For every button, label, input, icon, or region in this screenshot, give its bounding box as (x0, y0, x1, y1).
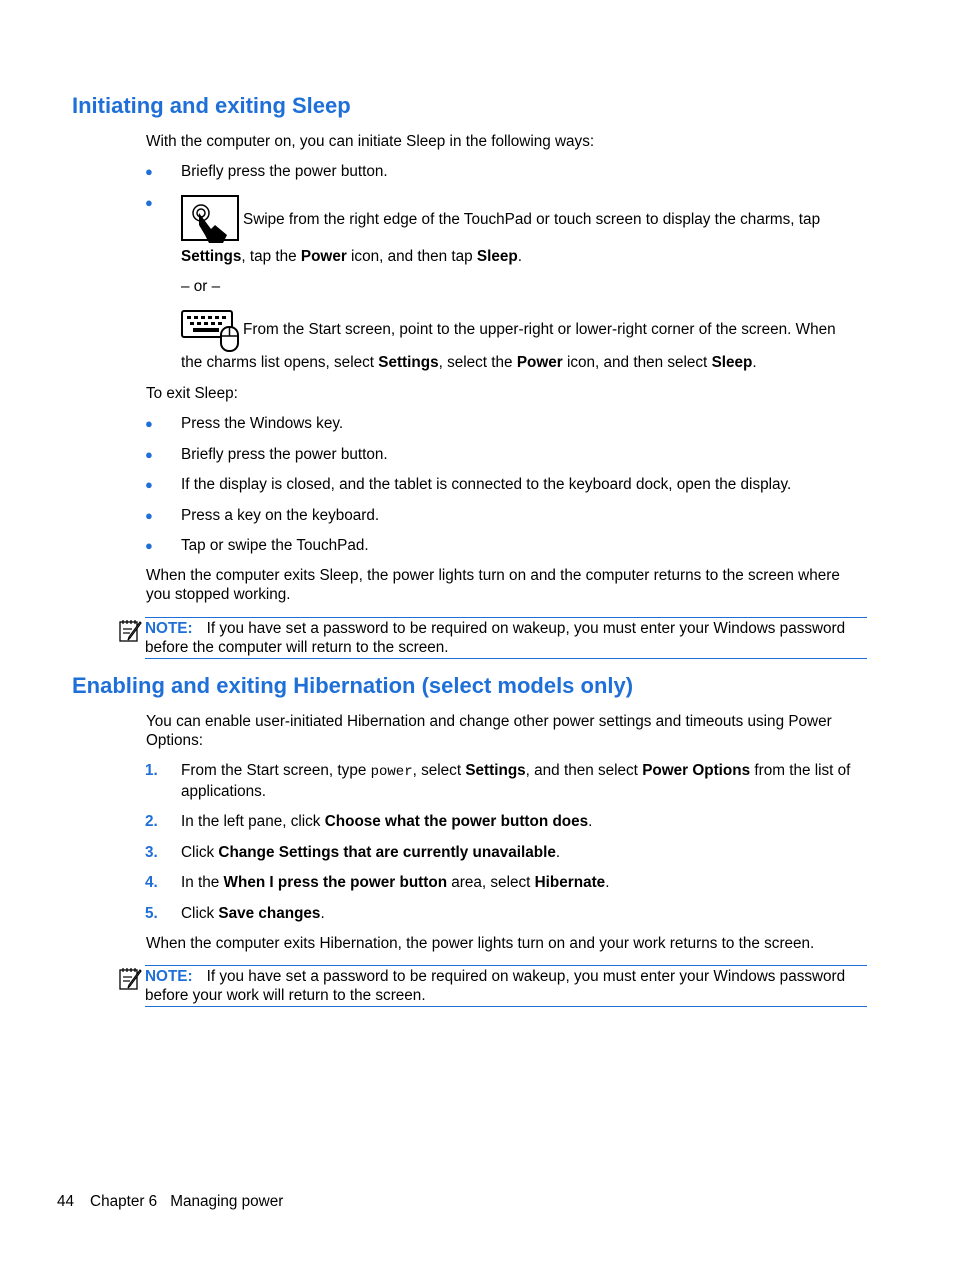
ui-term: Sleep (476, 248, 518, 265)
note-box (145, 965, 867, 1007)
ui-term: Hibernate (534, 874, 606, 891)
sleep-way-3-line-2 (181, 353, 757, 372)
ui-term: When I press the power button (223, 874, 448, 891)
section-heading-hibernation: Enabling and exiting Hibernation (select models only) (72, 673, 634, 698)
ui-term: Sleep (711, 354, 753, 371)
text: , and then select (525, 762, 643, 779)
text: . (555, 844, 561, 861)
note-text: If you have set a password to be required on wakeup, you must enter your Windows password before the computer will return to the screen. (145, 620, 846, 656)
code-term: power (370, 764, 413, 780)
section-heading-sleep: Initiating and exiting Sleep (72, 93, 351, 118)
hibernation-intro: You can enable user-initiated Hibernation and change other power settings and timeouts using Power Options: (146, 713, 832, 749)
ui-term: Save changes (218, 905, 321, 922)
note-text: If you have set a password to be required on wakeup, you must enter your Windows password before your work will return to the screen. (145, 968, 846, 1004)
bullet-icon: ● (145, 164, 153, 179)
ui-term: Settings (465, 762, 526, 779)
text: In the (181, 874, 224, 891)
exit-sleep-item: If the display is closed, and the tablet is connected to the keyboard dock, open the display. (181, 476, 792, 493)
text: . (517, 248, 522, 265)
chapter-label: Chapter 6 (90, 1193, 158, 1210)
text: , select (412, 762, 466, 779)
text: , select the (438, 354, 517, 371)
step-number: 2. (145, 813, 158, 830)
text: icon, and then tap (346, 248, 477, 265)
bullet-icon: ● (145, 195, 153, 210)
step-number: 4. (145, 874, 158, 891)
text: In the left pane, click (181, 813, 325, 830)
ui-term: Settings (181, 248, 242, 265)
bullet-icon: ● (145, 508, 153, 523)
bullet-icon: ● (145, 416, 153, 431)
exit-sleep-item: Tap or swipe the TouchPad. (181, 537, 369, 554)
bullet-icon: ● (145, 447, 153, 462)
text: From the Start screen, type (181, 762, 371, 779)
step-number: 1. (145, 762, 158, 779)
ui-term: Power (516, 354, 563, 371)
step-3 (181, 843, 560, 862)
bullet-icon: ● (145, 477, 153, 492)
text: . (752, 354, 757, 371)
sleep-way-3-line-1: From the Start screen, point to the upper-right or lower-right corner of the screen. When (243, 321, 836, 338)
note-label: NOTE: (145, 968, 193, 985)
text: from the list of applications. (181, 762, 851, 800)
sleep-way-2-line-2 (181, 247, 522, 266)
chapter-title: Managing power (170, 1193, 284, 1210)
ui-term: Settings (378, 354, 439, 371)
keyboard-mouse-icon (181, 309, 241, 353)
text: . (588, 813, 593, 830)
bullet-icon: ● (145, 538, 153, 553)
step-2 (181, 812, 592, 831)
text: the charms list opens, select (181, 354, 379, 371)
ui-term: Power Options (642, 762, 751, 779)
ui-term: Choose what the power button does (324, 813, 589, 830)
sleep-way-1: Briefly press the power button. (181, 163, 388, 180)
exit-sleep-item: Briefly press the power button. (181, 446, 388, 463)
note-box (145, 617, 867, 659)
page-footer (57, 1192, 283, 1211)
sleep-intro: With the computer on, you can initiate Sleep in the following ways: (146, 133, 595, 150)
page-number: 44 (57, 1193, 75, 1210)
text: . (320, 905, 325, 922)
text: . (605, 874, 610, 891)
sleep-after-text: When the computer exits Sleep, the power lights turn on and the computer returns to the screen where you stopped working. (146, 567, 840, 603)
text: Click (181, 905, 219, 922)
text: icon, and then select (562, 354, 712, 371)
exit-sleep-item: Press a key on the keyboard. (181, 507, 380, 524)
step-number: 3. (145, 844, 158, 861)
touch-gesture-icon (181, 195, 239, 243)
note-icon (119, 967, 143, 991)
sleep-way-2-line-1: Swipe from the right edge of the TouchPad or touch screen to display the charms, tap (243, 211, 821, 228)
ui-term: Change Settings that are currently unavailable (218, 844, 556, 861)
step-4 (181, 873, 609, 892)
step-number: 5. (145, 905, 158, 922)
exit-sleep-item: Press the Windows key. (181, 415, 344, 432)
or-separator: – or – (181, 278, 221, 295)
text: Click (181, 844, 219, 861)
text: , tap the (241, 248, 301, 265)
note-icon (119, 619, 143, 643)
note-label: NOTE: (145, 620, 193, 637)
step-1 (181, 761, 861, 801)
ui-term: Power (300, 248, 347, 265)
hibernation-after-text: When the computer exits Hibernation, the power lights turn on and your work returns to the screen. (146, 935, 815, 952)
exit-sleep-intro: To exit Sleep: (146, 385, 238, 402)
text: area, select (447, 874, 535, 891)
step-5 (181, 904, 325, 923)
